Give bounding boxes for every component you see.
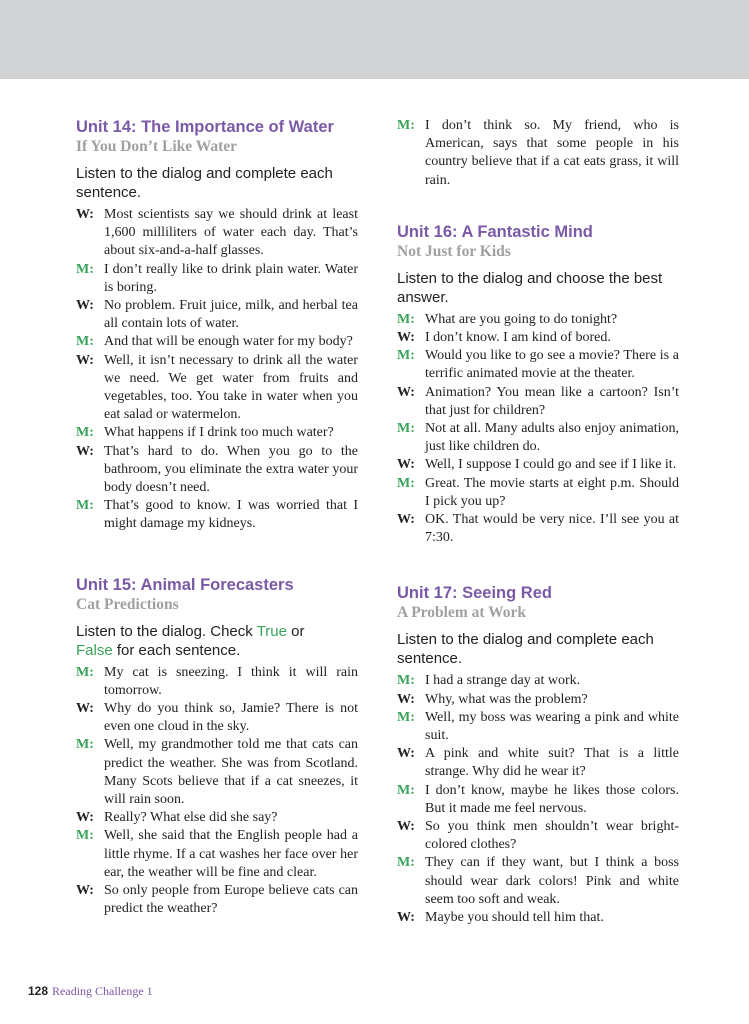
speaker-label: W: <box>397 512 415 528</box>
dialog-text: I had a strange day at work. <box>425 673 581 689</box>
dialog-line <box>397 456 679 474</box>
dialog-text: Well, it isn’t necessary to drink all the water we need. We get water from fruits and vegetables, too. You take in water when you eat salad or watermelon. <box>104 352 358 423</box>
dialog-text: That’s hard to do. When you go to the bathroom, you eliminate the extra water your body doesn’t need. <box>104 443 358 496</box>
instruction-text: Listen to the dialog. Check <box>76 622 257 640</box>
speaker-label: M: <box>397 709 415 725</box>
speaker-label: W: <box>397 330 415 346</box>
unit-17-title: Unit 17: Seeing Red <box>397 584 552 603</box>
left-column <box>76 117 358 919</box>
dialog-line <box>76 809 358 827</box>
speaker-label: M: <box>397 348 415 364</box>
unit-15-dialog <box>76 664 358 919</box>
dialog-text: What happens if I drink too much water? <box>104 425 334 441</box>
unit-17-section <box>397 583 679 927</box>
speaker-label: M: <box>397 673 415 689</box>
dialog-text: Why do you think so, Jamie? There is not even one cloud in the sky. <box>104 701 358 735</box>
instruction-text: for each sentence. <box>112 641 241 659</box>
dialog-text: I don’t really like to drink plain water. Water is boring. <box>104 261 358 295</box>
speaker-label: W: <box>397 457 415 473</box>
right-column <box>397 117 679 927</box>
dialog-text: I don’t know. I am kind of bored. <box>425 330 611 346</box>
dialog-text: I don’t know, maybe he likes those colors. But it made me feel nervous. <box>425 782 679 816</box>
unit-16-title: Unit 16: A Fantastic Mind <box>397 222 593 241</box>
page-number: 128 <box>28 984 49 998</box>
speaker-label: W: <box>397 910 415 926</box>
unit-16-section <box>397 222 679 548</box>
speaker-label: W: <box>76 352 94 368</box>
dialog-line <box>76 443 358 498</box>
speaker-label: W: <box>397 746 415 762</box>
dialog-text: They can if they want, but I think a boss should wear dark colors! Pink and white seem too soft and weak. <box>425 855 679 907</box>
dialog-line <box>76 297 358 333</box>
dialog-line <box>397 347 679 383</box>
dialog-line <box>76 664 358 700</box>
speaker-label: M: <box>397 855 415 871</box>
unit-14-dialog <box>76 206 358 534</box>
dialog-line <box>76 700 358 736</box>
speaker-label: M: <box>397 421 415 437</box>
speaker-label: W: <box>76 701 94 717</box>
speaker-label: M: <box>76 498 94 514</box>
dialog-text: My cat is sneezing. I think it will rain tomorrow. <box>104 664 358 698</box>
unit-17-dialog <box>397 672 679 927</box>
dialog-line <box>397 329 679 347</box>
instruction-text: or <box>286 622 305 640</box>
dialog-text: Maybe you should tell him that. <box>425 910 604 926</box>
true-word: True <box>256 622 287 640</box>
unit-15-section <box>76 575 358 919</box>
dialog-line <box>76 261 358 297</box>
dialog-text: That’s good to know. I was worried that I might damage my kidneys. <box>104 498 358 532</box>
speaker-label: W: <box>76 810 94 826</box>
dialog-line <box>397 672 679 690</box>
speaker-label: W: <box>397 691 415 707</box>
dialog-text: So only people from Europe believe cats can predict the weather? <box>104 883 358 917</box>
unit-15-dialog-continued <box>397 117 679 190</box>
dialog-line <box>397 420 679 456</box>
dialog-text: Really? What else did she say? <box>104 810 278 826</box>
unit-14-subtitle: If You Don’t Like Water <box>76 138 238 155</box>
dialog-line <box>397 384 679 420</box>
dialog-text: Why, what was the problem? <box>425 691 588 707</box>
dialog-text: OK. That would be very nice. I’ll see you at 7:30. <box>425 512 679 546</box>
unit-14-section <box>76 117 358 534</box>
dialog-text: Would you like to go see a movie? There is a terrific animated movie at the theater. <box>425 348 679 382</box>
speaker-label: M: <box>76 664 94 680</box>
dialog-text: No problem. Fruit juice, milk, and herbal tea all contain lots of water. <box>104 298 358 332</box>
dialog-line <box>397 782 679 818</box>
speaker-label: M: <box>397 782 415 798</box>
dialog-text: Well, I suppose I could go and see if I like it. <box>425 457 677 473</box>
speaker-label: W: <box>76 443 94 459</box>
unit-14-instruction: Listen to the dialog and complete each sentence. <box>76 165 333 201</box>
dialog-line <box>397 909 679 927</box>
dialog-text: I don’t think so. My friend, who is American, says that some people in his country believe that if a cat eats grass, it will rain. <box>425 118 679 188</box>
dialog-text: Well, she said that the English people had a little rhyme. If a cat washes her face over her ear, the weather will be fine and clear. <box>104 828 358 880</box>
dialog-text: So you think men shouldn’t wear bright-colored clothes? <box>425 819 679 853</box>
speaker-label: M: <box>397 118 415 133</box>
speaker-label: W: <box>397 384 415 400</box>
dialog-line <box>397 117 679 190</box>
dialog-line <box>76 424 358 442</box>
speaker-label: M: <box>76 737 94 753</box>
speaker-label: M: <box>76 334 94 350</box>
dialog-line <box>397 475 679 511</box>
unit-16-instruction: Listen to the dialog and choose the best answer. <box>397 269 663 306</box>
dialog-line <box>397 709 679 745</box>
dialog-line <box>76 827 358 882</box>
dialog-text: What are you going to do tonight? <box>425 311 618 327</box>
speaker-label: W: <box>76 883 94 899</box>
dialog-line <box>76 206 358 261</box>
unit-15-title: Unit 15: Animal Forecasters <box>76 575 294 594</box>
dialog-text: A pink and white suit? That is a little strange. Why did he wear it? <box>425 746 679 780</box>
dialog-line <box>76 736 358 809</box>
dialog-line <box>76 333 358 351</box>
dialog-line <box>397 745 679 781</box>
page-footer <box>28 984 153 998</box>
speaker-label: W: <box>76 298 94 314</box>
speaker-label: M: <box>76 425 94 441</box>
unit-14-title: Unit 14: The Importance of Water <box>76 118 334 136</box>
dialog-text: Well, my grandmother told me that cats can predict the weather. She was from Scotland. Many Scots believe that if a cat sneezes, it will rain soon. <box>104 737 358 808</box>
dialog-line <box>397 691 679 709</box>
unit-17-instruction: Listen to the dialog and complete each sentence. <box>397 631 654 668</box>
speaker-label: M: <box>76 828 94 844</box>
dialog-line <box>397 818 679 854</box>
unit-15-instruction <box>76 622 358 660</box>
speaker-label: W: <box>76 207 94 222</box>
unit-16-dialog <box>397 311 679 548</box>
unit-17-subtitle: A Problem at Work <box>397 604 527 622</box>
dialog-line <box>76 352 358 425</box>
dialog-text: And that will be enough water for my body? <box>104 334 353 350</box>
dialog-line <box>397 854 679 909</box>
dialog-text: Well, my boss was wearing a pink and white suit. <box>425 709 679 744</box>
dialog-text: Not at all. Many adults also enjoy animation, just like children do. <box>425 421 679 455</box>
dialog-text: Animation? You mean like a cartoon? Isn’t that just for children? <box>425 384 679 418</box>
dialog-text: Most scientists say we should drink at least 1,600 milliliters of water each day. That’s about six-and-a-half glasses. <box>104 207 358 259</box>
dialog-line <box>397 511 679 547</box>
unit-15-subtitle: Cat Predictions <box>76 595 179 613</box>
speaker-label: M: <box>397 311 415 327</box>
dialog-line <box>76 497 358 533</box>
unit-16-subtitle: Not Just for Kids <box>397 242 511 260</box>
dialog-line <box>397 311 679 329</box>
speaker-label: M: <box>397 475 415 491</box>
dialog-line <box>76 882 358 918</box>
book-title: Reading Challenge 1 <box>52 984 153 998</box>
false-word: False <box>76 641 113 659</box>
header-band <box>0 0 749 79</box>
speaker-label: W: <box>397 819 415 835</box>
speaker-label: M: <box>76 261 94 277</box>
dialog-text: Great. The movie starts at eight p.m. Should I pick you up? <box>425 475 679 509</box>
